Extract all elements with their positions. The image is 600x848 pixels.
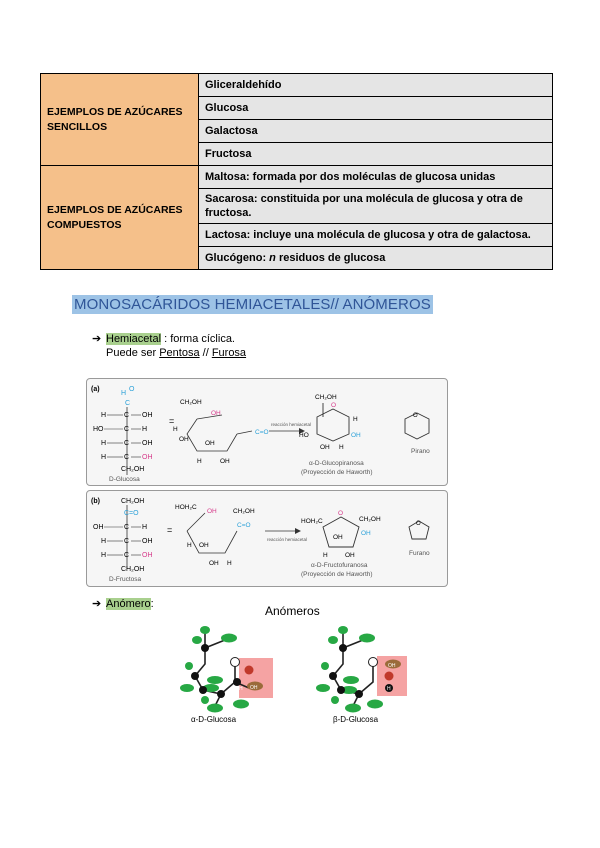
svg-text:OH: OH [320,444,330,451]
svg-text:H: H [339,444,344,451]
haworth-projection-label: (Proyección de Haworth) [301,469,373,476]
fischer-glucose [93,386,153,475]
svg-text:C: C [124,426,130,433]
anomero-colon: : [150,598,154,610]
figure-fructose-cyclization [86,490,448,587]
svg-text:O: O [416,521,421,527]
svg-text:C: C [124,538,130,545]
glucose-name: D-Glucosa [109,476,140,483]
svg-text:C: C [124,524,130,531]
svg-text:H: H [101,440,107,447]
svg-text:OH: OH [345,552,355,559]
fructose-name: D-Fructosa [109,576,142,583]
table-row [41,74,553,97]
svg-text:H: H [227,560,232,567]
anomers-diagram [175,618,415,733]
compound-sugar-item: Maltosa: formada por dos moléculas de glucosa unidas [199,166,553,189]
beta-glucose-model [316,626,407,724]
glycogen-suffix: residuos de glucosa [275,252,386,264]
svg-text:OH: OH [207,508,217,515]
open-fructose-structure [187,513,237,553]
hemiacetal-term: Hemiacetal [106,333,162,345]
svg-text:C: C [124,552,130,559]
furan-label: Furano [409,550,430,557]
svg-text:CH₂OH: CH₂OH [180,399,202,406]
arrow-label: reacción hemiacetal [271,422,312,427]
svg-text:O: O [338,510,344,517]
svg-text:OH: OH [142,412,153,419]
anomero-term: Anómero [106,598,151,610]
svg-text:C: C [124,412,130,419]
svg-text:C: C [124,454,130,461]
svg-text:CH₂OH: CH₂OH [121,498,145,505]
hemiacetal-bullet [92,332,246,360]
svg-text:HOH₂C: HOH₂C [175,504,197,511]
figure-glucose-cyclization [86,378,448,486]
svg-text:CH₂OH: CH₂OH [359,516,381,523]
svg-text:HO: HO [299,432,309,439]
svg-text:OH: OH [361,530,371,537]
panel-a-label: (a) [91,386,100,393]
compound-sugar-item: Lactosa: incluye una molécula de glucosa y otra de galactosa. [199,224,553,247]
svg-text:H: H [142,426,148,433]
simple-sugar-item: Galactosa [199,120,553,143]
haworth-furanose [323,517,359,547]
svg-text:H: H [101,454,107,461]
svg-text:H: H [187,542,192,549]
compound-sugars-label: EJEMPLOS DE AZÚCARES COMPUESTOS [41,166,199,270]
arrow-icon: ➔ [92,333,102,345]
reaction-arrow [265,528,307,542]
svg-text:OH: OH [211,410,221,417]
simple-sugar-item: Fructosa [199,143,553,166]
svg-text:H: H [101,538,107,545]
svg-text:HO: HO [93,426,104,433]
svg-text:C=O: C=O [237,522,251,529]
svg-text:CH₂OH: CH₂OH [121,466,145,473]
svg-text:OH: OH [93,524,104,531]
svg-text:OH: OH [142,454,153,461]
intermediate-structure [187,415,252,451]
alpha-h-label: H [239,686,243,692]
separator: // [199,347,212,359]
svg-text:OH: OH [205,440,215,447]
svg-text:H: H [173,426,178,433]
svg-text:HOH₂C: HOH₂C [301,518,323,525]
fructofuranose-name: α-D-Fructofuranosa [311,562,368,569]
svg-text:OH: OH [142,552,153,559]
svg-text:O: O [129,386,135,393]
svg-text:CH₂OH: CH₂OH [233,508,255,515]
svg-text:OH: OH [142,538,153,545]
furosa-link: Furosa [211,347,247,359]
svg-text:C: C [125,400,131,407]
svg-text:H: H [353,416,358,423]
svg-text:H: H [121,390,127,397]
alpha-oh-label: OH [250,685,258,691]
svg-text:C=O: C=O [255,429,269,436]
beta-h-label: H [387,686,391,692]
svg-text:OH: OH [179,436,189,443]
alpha-glucose-caption: α-D-Glucosa [191,715,237,724]
sugar-examples-table [40,73,553,270]
panel-b-label: (b) [91,498,100,505]
beta-oh-label: OH [388,663,396,669]
glycogen-prefix: Glucógeno: [205,252,270,264]
anomers-title: Anómeros [265,604,320,618]
svg-text:C: C [124,440,130,447]
hemiacetal-definition: : forma cíclica. [161,333,235,345]
pentosa-link: Pentosa [159,347,200,359]
fischer-fructose [93,498,153,573]
simple-sugar-item: Glucosa [199,97,553,120]
svg-text:H: H [142,524,148,531]
glucose-cyclization-diagram [87,379,447,485]
svg-text:H: H [323,552,328,559]
svg-text:CH₂OH: CH₂OH [315,394,337,401]
fructose-cyclization-diagram [87,491,447,586]
svg-text:H: H [197,458,202,465]
svg-text:O: O [331,402,337,409]
svg-text:C=O: C=O [124,510,139,517]
simple-sugars-label: EJEMPLOS DE AZÚCARES SENCILLOS [41,74,199,166]
anomero-bullet [92,597,154,611]
svg-text:H: H [101,412,107,419]
pyran-label: Pirano [411,448,430,455]
compound-sugar-item: Sacarosa: constituida por una molécula de glucosa y otra de fructosa. [199,189,553,224]
svg-text:O: O [413,413,418,419]
svg-text:OH: OH [199,542,209,549]
svg-text:H: H [101,552,107,559]
svg-text:OH: OH [220,458,230,465]
section-title: MONOSACÁRIDOS HEMIACETALES// ANÓMEROS [74,296,431,313]
svg-text:CH₂OH: CH₂OH [121,566,145,573]
simple-sugar-item: Gliceraldehído [199,74,553,97]
arrow-icon: ➔ [92,598,102,610]
glucopyranose-name: α-D-Glucopiranosa [309,460,364,467]
arrow-label: reacción hemiacetal [267,537,308,542]
table-row [41,166,553,189]
alpha-glucose-model [180,626,273,724]
hemiacetal-line2-prefix: Puede ser [106,347,160,359]
svg-text:OH: OH [209,560,219,567]
svg-text:OH: OH [351,432,361,439]
svg-text:=: = [167,525,173,535]
haworth-projection-label: (Proyección de Haworth) [301,571,373,578]
svg-text:OH: OH [333,534,343,541]
svg-text:OH: OH [142,440,153,447]
compound-sugar-item-glycogen [199,247,553,270]
glycogen-n: n [269,252,276,264]
beta-glucose-caption: β-D-Glucosa [333,715,379,724]
svg-text:=: = [169,416,175,426]
